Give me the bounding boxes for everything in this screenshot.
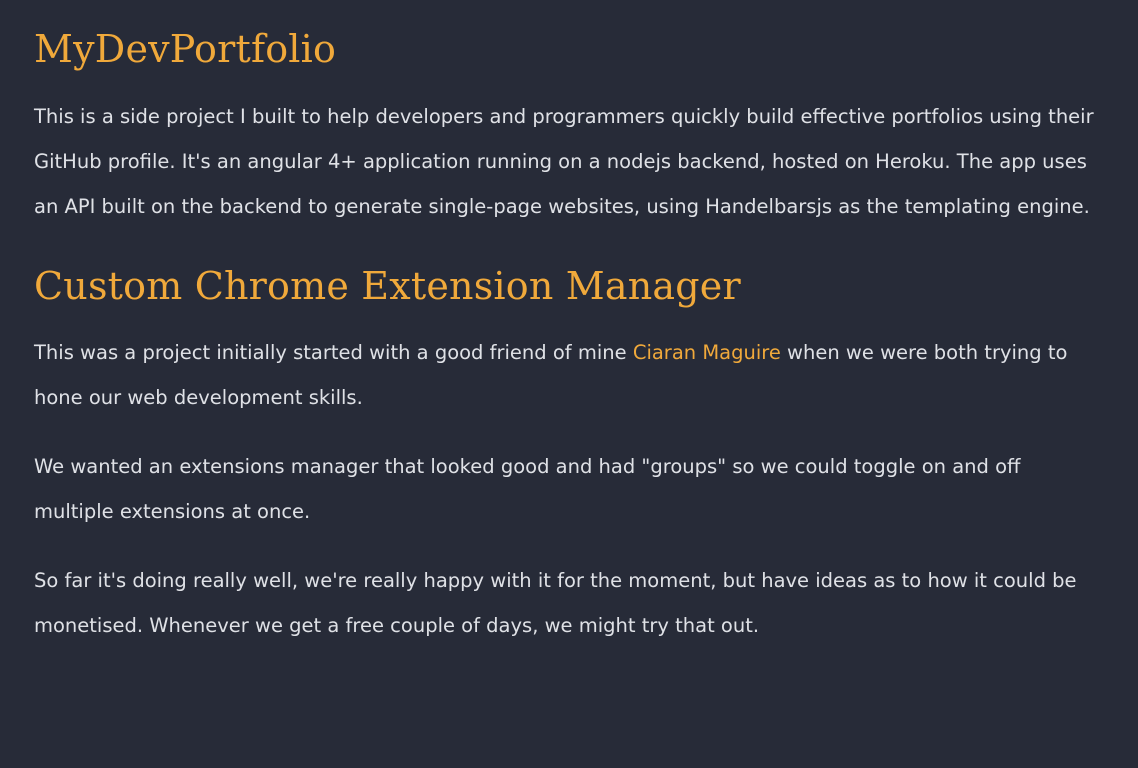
intro-text-after-link: when we were both trying to hone our web development skills. [34, 341, 1068, 410]
chrome-extension-goal-paragraph: We wanted an extensions manager that looked good and had "groups" so we could toggle on and off multiple extensions at once. [34, 455, 1021, 524]
section-heading-mydevportfolio: MyDevPortfolio [34, 27, 337, 71]
intro-text-before-link: This was a project initially started with a good friend of mine [34, 341, 633, 365]
ciaran-maguire-link[interactable]: Ciaran Maguire [632, 341, 781, 365]
section-heading-chrome-extension-manager: Custom Chrome Extension Manager [34, 263, 741, 308]
chrome-extension-intro-paragraph [34, 330, 1104, 420]
chrome-extension-status-paragraph: So far it's doing really well, we're really happy with it for the moment, but have ideas as to how it could be monetised. Whenever we get a free couple of days, we might try that out. [34, 569, 1077, 638]
mydevportfolio-description-paragraph: This is a side project I built to help developers and programmers quickly build effective portfolios using their GitHub profile. It's an angular 4+ application running on a nodejs backend, hosted on Heroku. The app uses an API built on the backend to generate single-page websites, using Handelbarsjs as the templating engine. [34, 104, 1094, 218]
